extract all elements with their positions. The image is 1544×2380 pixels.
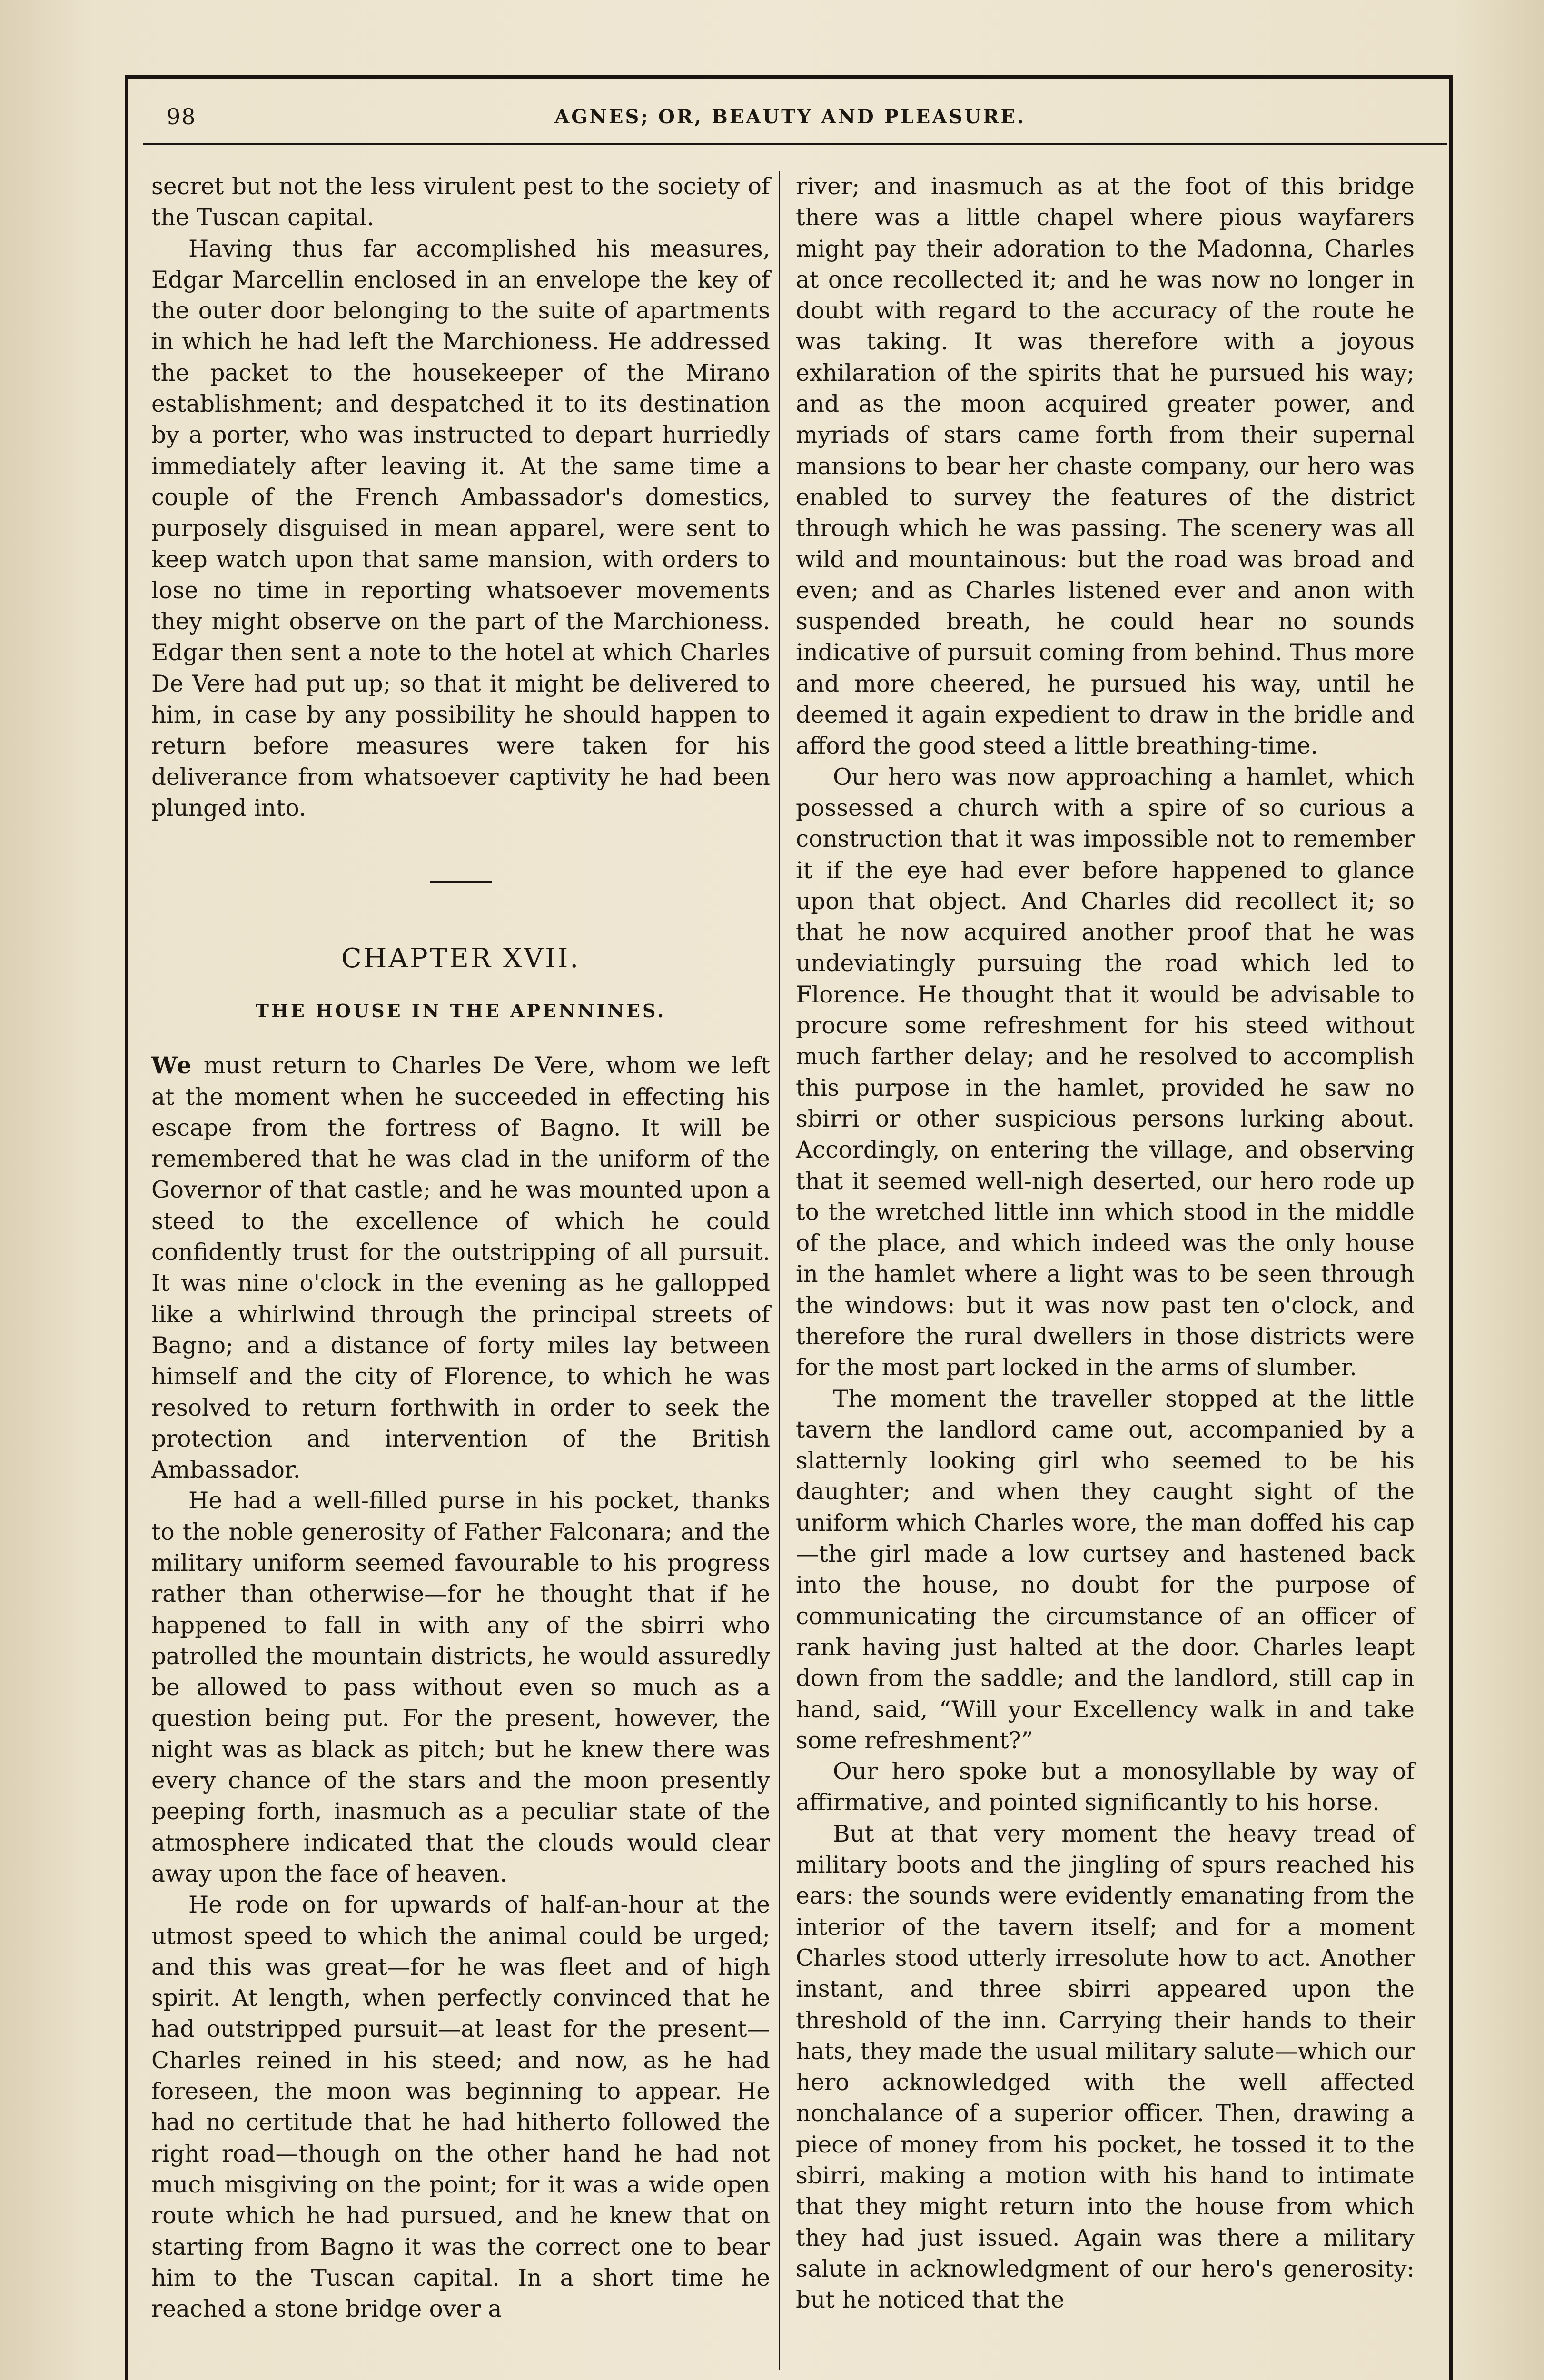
paragraph: Our hero spoke but a monosyllable by way of affirmative, and pointed significantly to his horse. bbox=[796, 1758, 1415, 1816]
paragraph bbox=[151, 1050, 770, 1486]
right-column bbox=[796, 171, 1415, 2316]
paragraph: river; and inasmuch as at the foot of this bridge there was a little chapel where pious wayfarers might pay their adoration to the Madonna, Charles at once recollected it; and he was now no longer in doubt with regard to the accuracy of the route he was taking. It was therefore with a joyous exhilaration of the spirits that he pursued his way; and as the moon acquired greater power, and myriads of stars came forth from their supernal mansions to bear her chaste company, our hero was enabled to survey the features of the district through which he was passing. The scenery was all wild and mountainous: but the road was broad and even; and as Charles listened ever and anon with suspended breath, he could hear no sounds indicative of pursuit coming from behind. Thus more and more cheered, he pursued his way, until he deemed it again expedient to draw in the bridle and afford the good steed a little breathing-time. bbox=[796, 173, 1415, 760]
paragraph: Having thus far accomplished his measures, Edgar Marcellin enclosed in an envelope the key of the outer door belonging to the suite of apartments in which he had left the Marchioness. He addressed the packet to the housekeeper of the Mirano establishment; and despatched it to its destination by a porter, who was instructed to depart hurriedly immediately after leaving it. At the same time a couple of the French Ambassador's domestics, purposely disguised in mean apparel, were sent to keep watch upon that same mansion, with orders to lose no time in reporting whatsoever movements they might observe on the part of the Marchioness. Edgar then sent a note to the hotel at which Charles De Vere had put up; so that it might be delivered to him, in case by any possibility he should happen to return before measures were taken for his deliverance from whatsoever captivity he had been plunged into. bbox=[151, 235, 770, 822]
paragraph: Our hero was now approaching a hamlet, which possessed a church with a spire of so curious a construction that it was impossible not to remember it if the eye had ever before happened to glance upon that object. And Charles did recollect it; so that he now acquired another proof that he was undeviatingly pursuing the road which led to Florence. He thought that it would be advisable to procure some refreshment for his steed without much farther delay; and he resolved to accomplish this purpose in the hamlet, provided he saw no sbirri or other suspicious persons lurking about. Accordingly, on entering the village, and observing that it seemed well-nigh deserted, our hero rode up to the wretched little inn which stood in the middle of the place, and which indeed was the only house in the hamlet where a light was to be seen through the windows: but it was now past ten o'clock, and therefore the rural dwellers in those districts were for the most part locked in the arms of slumber. bbox=[796, 764, 1415, 1381]
chapter-opening-word: We bbox=[151, 1052, 193, 1080]
paragraph: The moment the traveller stopped at the little tavern the landlord came out, accompanied by a slatternly looking girl who seemed to be his daughter; and when they caught sight of the uniform which Charles wore, the man doffed his cap—the girl made a low curtsey and hastened back into the house, no doubt for the purpose of communicating the circumstance of an officer of rank having just halted at the door. Charles leapt down from the saddle; and the landlord, still cap in hand, said, “Will your Excellency walk in and take some refreshment?” bbox=[796, 1385, 1415, 1754]
column-divider bbox=[779, 171, 780, 2370]
header-rule bbox=[143, 143, 1447, 145]
running-head: AGNES; OR, BEAUTY AND PLEASURE. bbox=[554, 106, 1026, 128]
page-header bbox=[138, 104, 1442, 137]
left-column bbox=[151, 171, 770, 2325]
paragraph: He rode on for upwards of half-an-hour at the utmost speed to which the animal could be urged; and this was great—for he was fleet and of high spirit. At length, when perfectly convinced that he had outstripped pursuit—at least for the present—Charles reined in his steed; and now, as he had foreseen, the moon was beginning to appear. He had no certitude that he had hitherto followed the right road—though on the other hand he had not much misgiving on the point; for it was a wide open route which he had pursued, and he knew that on starting from Bagno it was the correct one to bear him to the Tuscan capital. In a short time he reached a stone bridge over a bbox=[151, 1892, 770, 2323]
page-number: 98 bbox=[167, 104, 197, 129]
paragraph: secret but not the less virulent pest to the society of the Tuscan capital. bbox=[151, 173, 770, 231]
section-divider bbox=[430, 881, 492, 883]
chapter-subtitle: THE HOUSE IN THE APENNINES. bbox=[255, 1000, 666, 1022]
chapter-title: CHAPTER XVII. bbox=[341, 943, 581, 974]
paragraph-text: must return to Charles De Vere, whom we left at the moment when he succeeded in effecting his escape from the fortress of Bagno. It will be remembered that he was clad in the uniform of the Governor of that castle; and he was mounted upon a steed to the excellence of which he could confidently trust for the outstripping of all pursuit. It was nine o'clock in the evening as he gallopped like a whirlwind through the principal streets of Bagno; and a distance of forty miles lay between himself and the city of Florence, to which he was resolved to return forthwith in order to seek the protection and intervention of the British Ambassador. bbox=[151, 1052, 770, 1484]
paragraph: But at that very moment the heavy tread of military boots and the jingling of spurs reached his ears: the sounds were evidently emanating from the interior of the tavern itself; and for a moment Charles stood utterly irresolute how to act. Another instant, and three sbirri appeared upon the threshold of the inn. Carrying their hands to their hats, they made the usual military salute—which our hero acknowledged with the well affected nonchalance of a superior officer. Then, drawing a piece of money from his pocket, he tossed it to the sbirri, making a motion with his hand to intimate that they might return into the house from which they had just issued. Again was there a military salute in acknowledgment of our hero's generosity: but he noticed that the bbox=[796, 1820, 1415, 2314]
paragraph: He had a well-filled purse in his pocket, thanks to the noble generosity of Father Falconara; and the military uniform seemed favourable to his progress rather than otherwise—for he thought that if he happened to fall in with any of the sbirri who patrolled the mountain districts, he would assuredly be allowed to pass without even so much as a question being put. For the present, however, the night was as black as pitch; but he knew there was every chance of the stars and the moon presently peeping forth, inasmuch as a peculiar state of the atmosphere indicated that the clouds would clear away upon the face of heaven. bbox=[151, 1488, 770, 1887]
